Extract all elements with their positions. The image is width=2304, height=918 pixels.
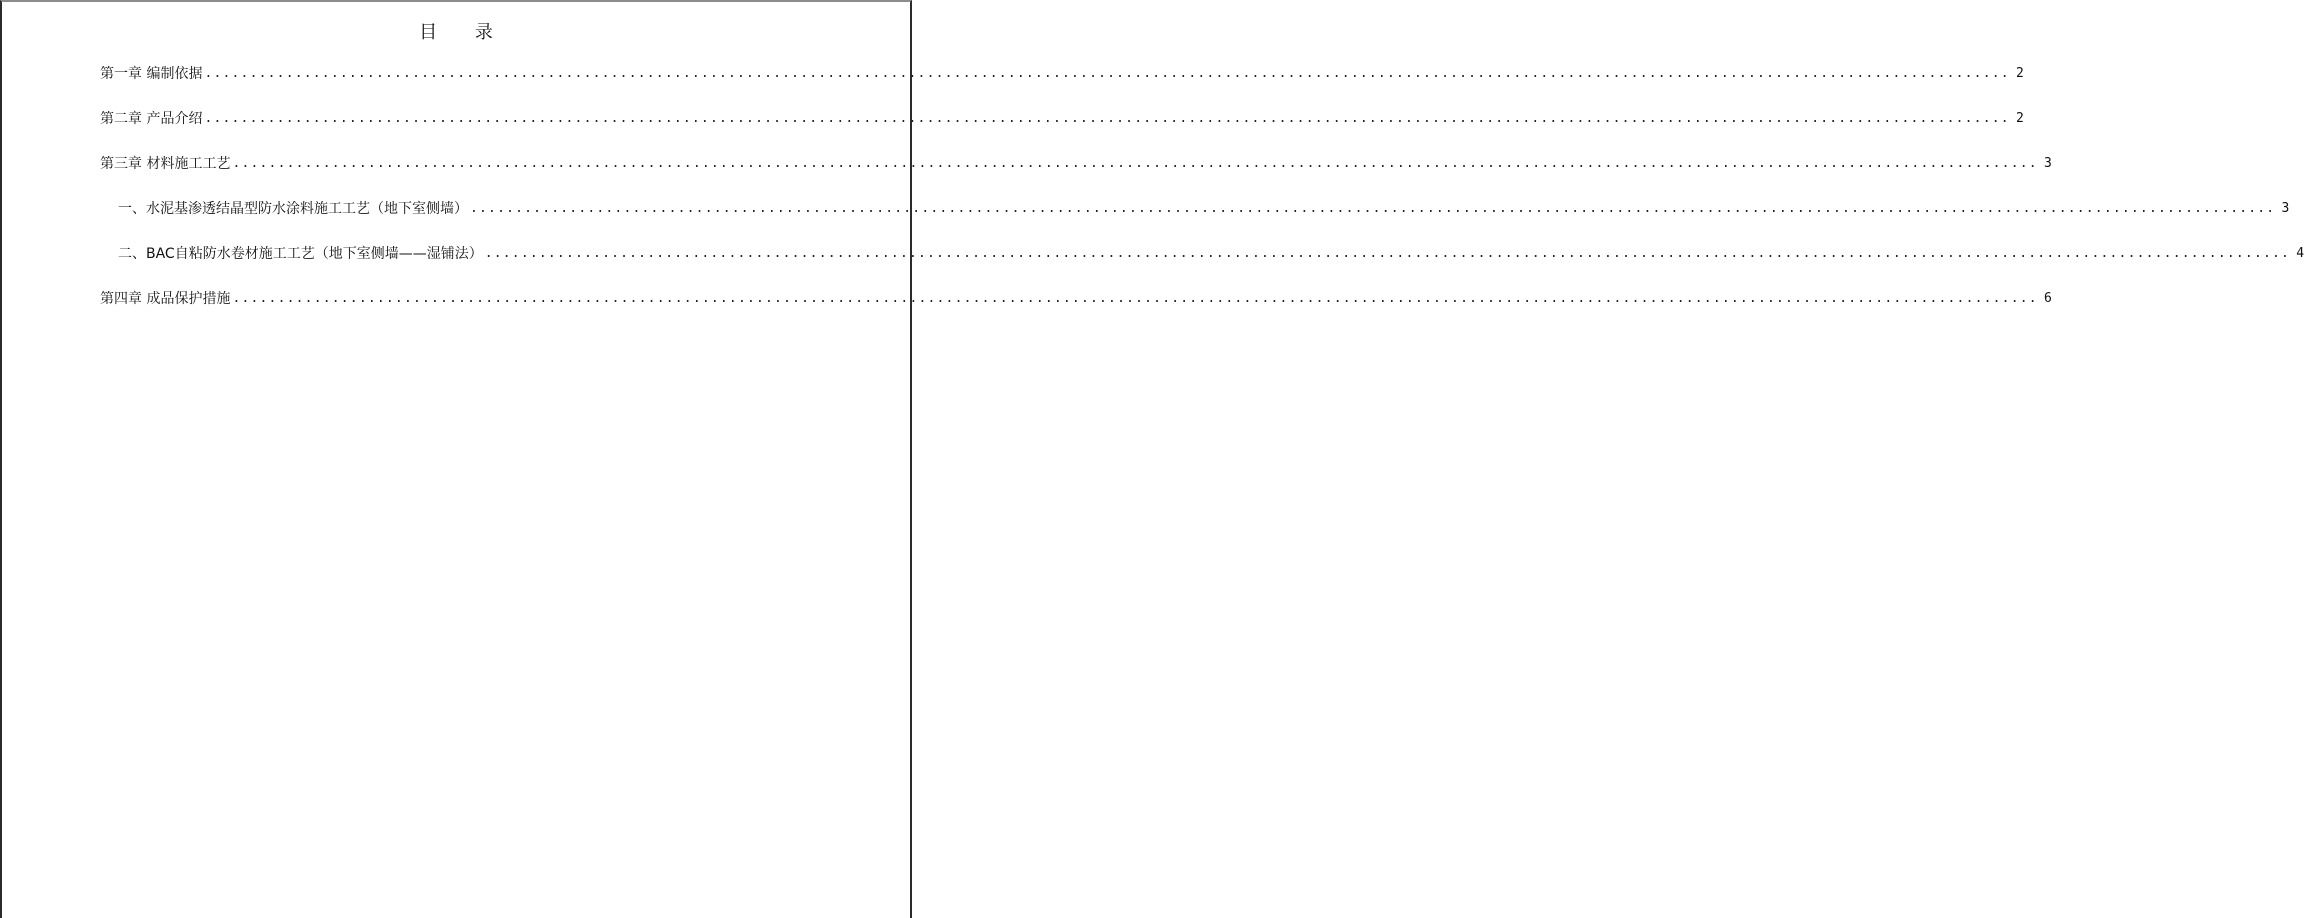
toc-dot-leader: ........................................................................................................................................................................................................: [204, 66, 2010, 81]
toc-page-number: 6: [2043, 291, 2052, 306]
toc-entry-label: 第三章 材料施工工艺: [100, 156, 231, 172]
toc-entry-section-3-1[interactable]: [118, 199, 2290, 219]
toc-entry-section-3-2[interactable]: [118, 244, 2304, 264]
toc-entry-chapter-4[interactable]: [100, 289, 2052, 309]
toc-dot-leader: ........................................................................................................................................................................................................: [204, 111, 2010, 126]
toc-entry-chapter-3[interactable]: [100, 154, 2052, 174]
toc-entry-label: 第二章 产品介绍: [100, 111, 203, 127]
toc-dot-leader: ........................................................................................................................................................................................................: [484, 246, 2291, 261]
toc-dot-leader: ........................................................................................................................................................................................................: [470, 201, 2276, 216]
toc-page-number: 3: [2281, 201, 2290, 216]
toc-page-number: 2: [2015, 111, 2024, 126]
toc-title: 目 录: [419, 22, 509, 43]
toc-dot-leader: ........................................................................................................................................................................................................: [232, 156, 2038, 171]
toc-page-number: 4: [2296, 246, 2304, 261]
toc-page-number: 3: [2043, 156, 2052, 171]
toc-entry-label: 第四章 成品保护措施: [100, 291, 231, 307]
toc-entry-label: 一、水泥基渗透结晶型防水涂料施工工艺（地下室侧墙）: [118, 201, 468, 217]
toc-page-number: 2: [2015, 66, 2024, 81]
toc-entry-chapter-1[interactable]: [100, 64, 2024, 84]
toc-entry-label: 二、BAC自粘防水卷材施工工艺（地下室侧墙——湿铺法）: [118, 246, 483, 262]
toc-entry-label: 第一章 编制依据: [100, 66, 203, 82]
toc-entry-chapter-2[interactable]: [100, 109, 2024, 129]
toc-dot-leader: ........................................................................................................................................................................................................: [232, 291, 2038, 306]
